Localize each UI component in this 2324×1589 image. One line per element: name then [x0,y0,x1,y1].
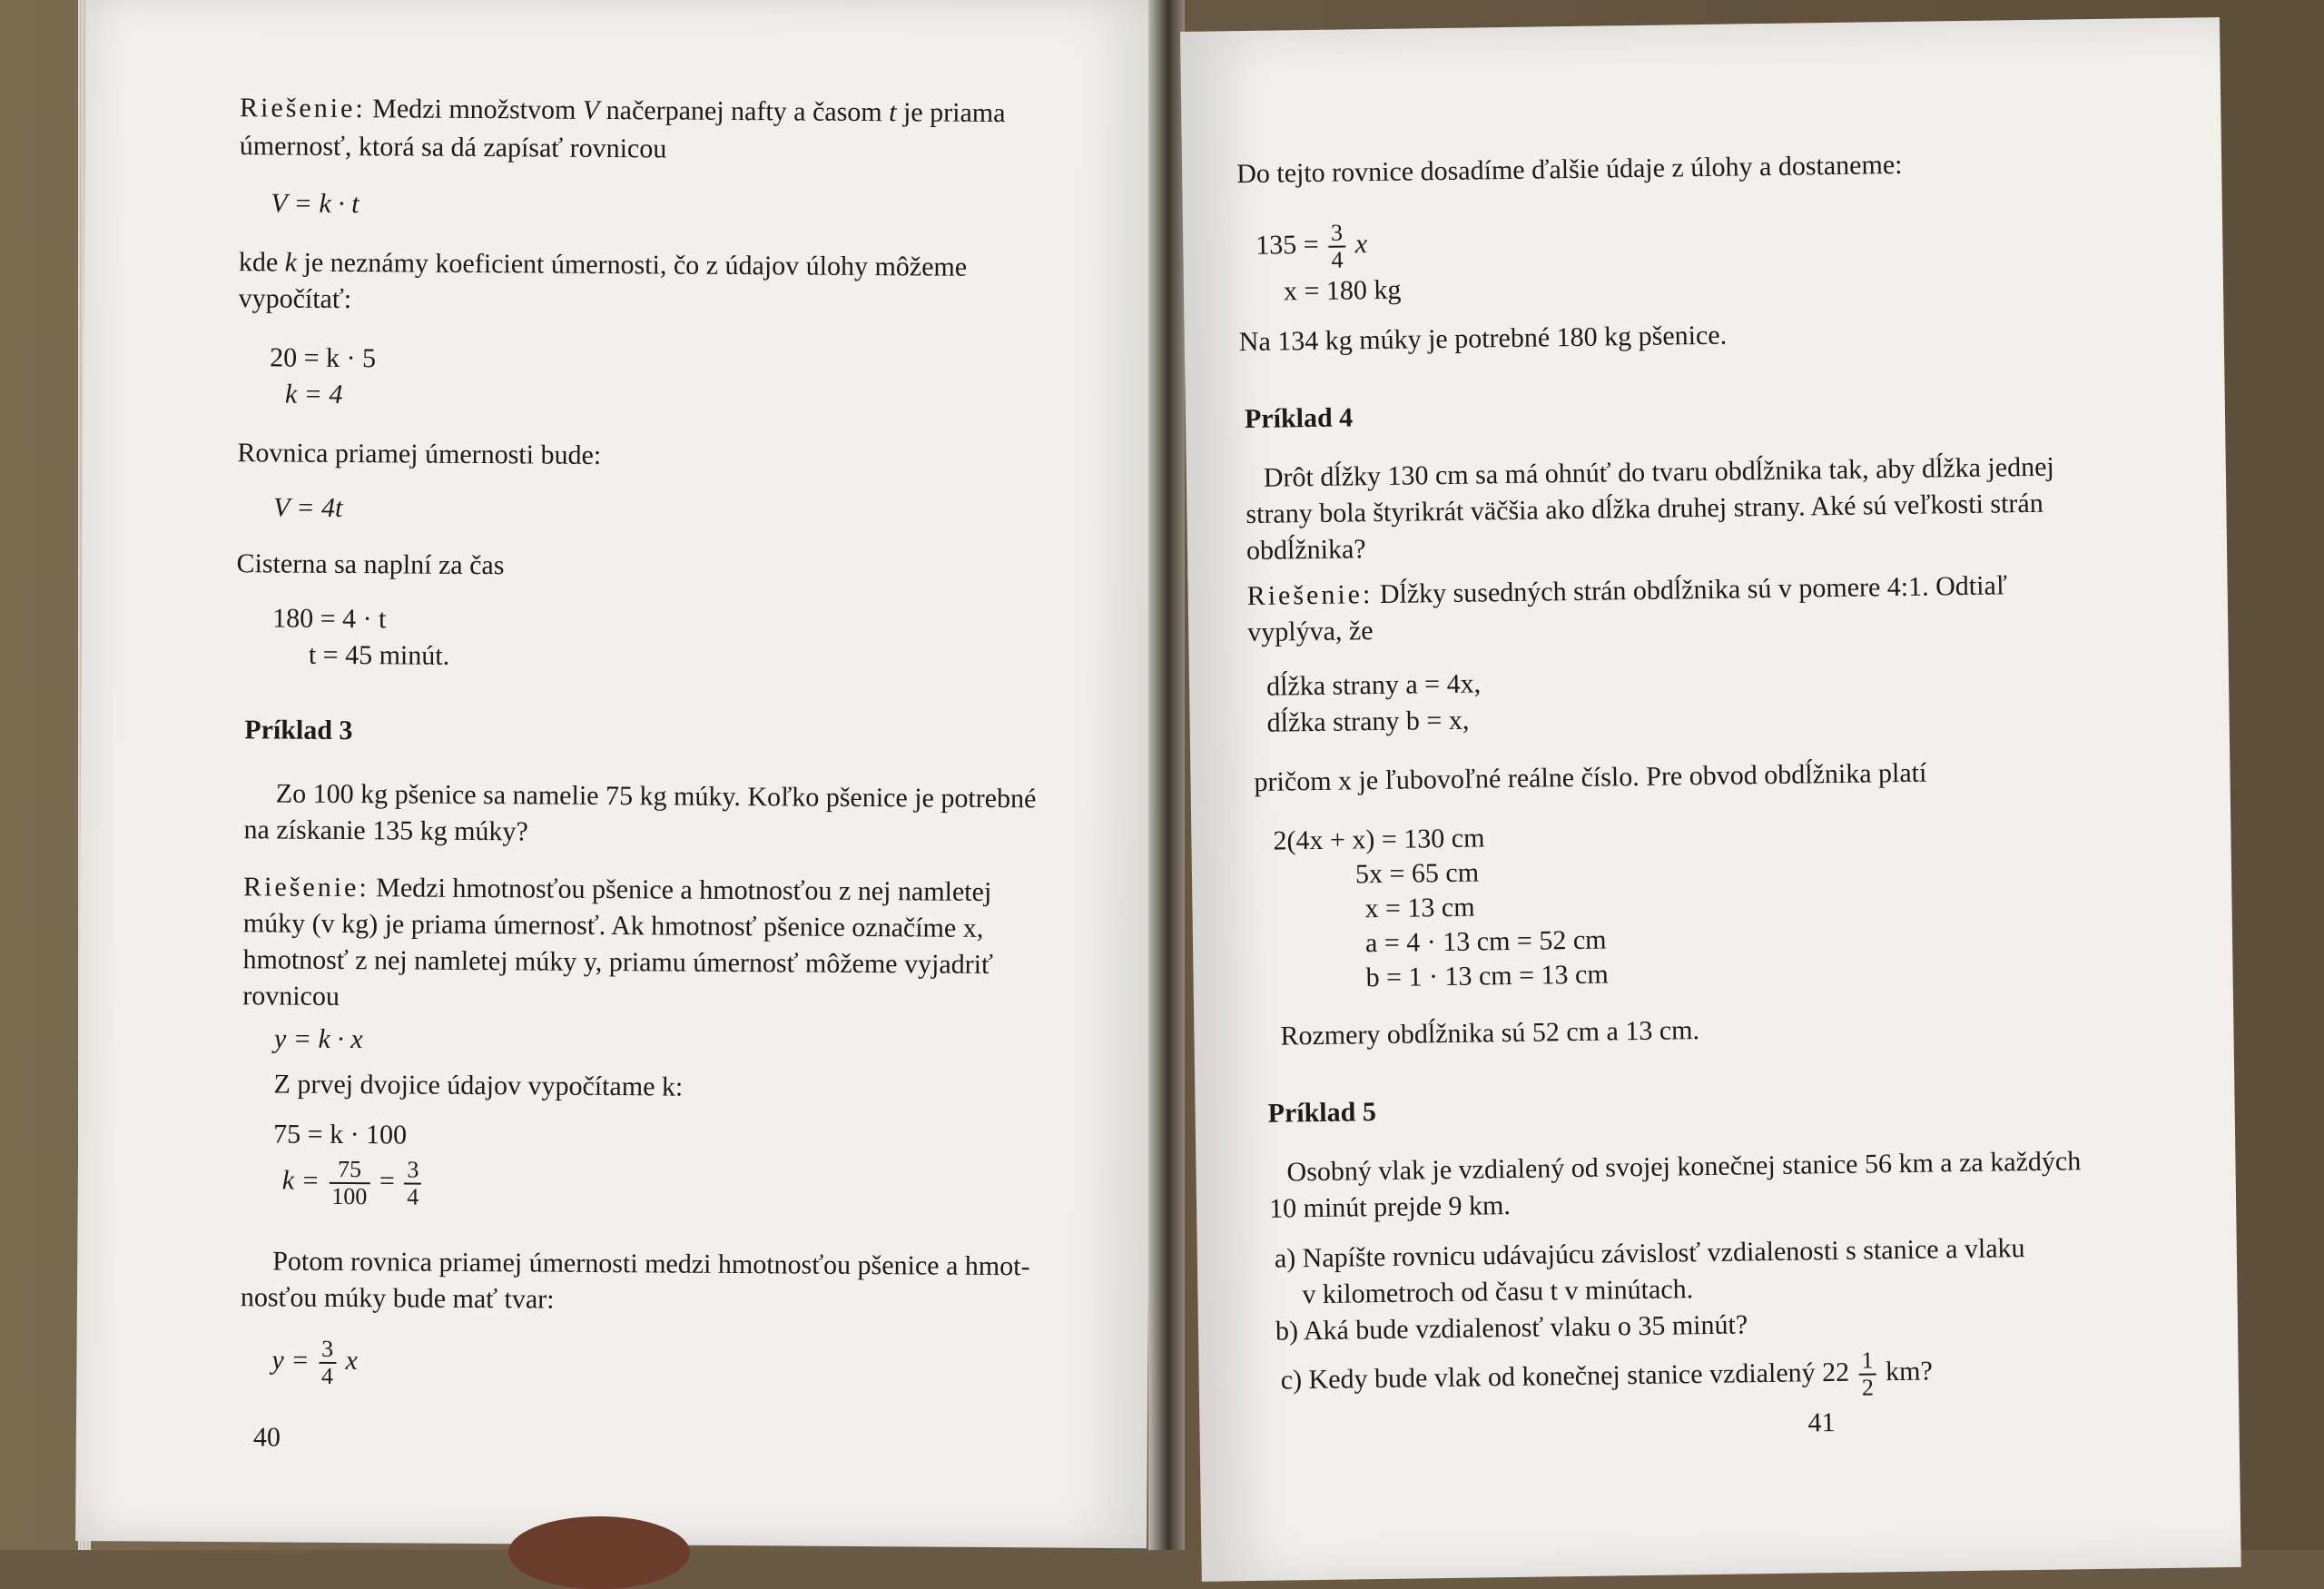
equation: a = 4 · 13 cm = 52 cm [1364,924,1607,959]
equation: y = k · x [273,1023,363,1055]
denominator: 4 [320,1362,334,1389]
numerator: 3 [319,1337,336,1364]
equation: 5x = 65 cm [1354,857,1480,890]
fraction-equation [271,1336,358,1389]
text-line: hmotnosť z nej namletej múky y, priamu úmernosť môžeme vyjadriť [242,944,993,980]
equation: V = k · t [271,188,359,220]
text: x [345,1345,358,1377]
text: načerpanej nafty a časom [606,95,882,128]
text-line: na získanie 135 kg múky? [243,814,528,847]
text: c) Kedy bude vlak od konečnej stanice vzdialený 22 [1280,1357,1850,1396]
numerator: 1 [1858,1347,1876,1375]
text-line: Rovnica priamej úmernosti bude: [237,438,602,470]
example-5-title: Príklad 5 [1267,1097,1377,1129]
text-line: 10 minút prejde 9 km. [1268,1190,1512,1224]
solution-paragraph-1 [240,92,1006,130]
text-line: strany bola štyrikrát väčšia ako dĺžka druhej strany. Aké sú veľkosti strán [1246,488,2043,530]
var-k: k [284,247,298,278]
text-line: Z prvej dvojice údajov vypočítame k: [273,1069,684,1102]
text: je priama [902,97,1006,129]
text-line: múky (v kg) je priama úmernosť. Ak hmotnosť pšenice označíme x, [242,908,984,943]
equation: dĺžka strany b = x, [1266,705,1470,738]
fraction [404,1157,421,1209]
example-4-title: Príklad 4 [1244,402,1354,435]
denominator: 2 [1861,1374,1875,1401]
text-line: v kilometroch od času t v minútach. [1302,1274,1694,1310]
text-line: obdĺžnika? [1246,534,1366,567]
equation: k = 4 [284,379,343,410]
equation: b = 1 · 13 cm = 13 cm [1365,959,1609,993]
denominator: 4 [407,1183,419,1210]
solution-label: Riešenie: [239,93,366,124]
text-line: Cisterna sa naplní za čas [236,548,505,581]
fraction-equation [282,1157,425,1210]
text-line: Potom rovnica priamej úmernosti medzi hmotnosťou pšenice a hmot- [272,1246,1030,1282]
book-gutter [1148,0,1185,1550]
text: Medzi množstvom [372,94,576,125]
fraction [1858,1347,1876,1400]
fraction [329,1157,369,1209]
denominator: 100 [331,1182,368,1210]
finger-shadow [508,1516,690,1589]
page-number: 40 [252,1422,281,1453]
var-V: V [582,94,600,125]
page-number: 41 [1807,1407,1836,1438]
denominator: 4 [1331,246,1344,273]
text-line: rovnicou [242,981,340,1012]
text: 135 = [1256,229,1319,261]
numerator: 3 [404,1157,421,1184]
text: kde [238,247,279,278]
example-3-title: Príklad 3 [244,715,353,746]
text-line: Zo 100 kg pšenice sa namelie 75 kg múky. Koľko pšenice je potrebné [275,778,1037,814]
equation: 180 = 4 · t [272,603,387,635]
text: Medzi hmotnosťou pšenice a hmotnosťou z nej namletej [376,873,992,907]
equation: 75 = k · 100 [273,1119,408,1150]
text-line [1246,569,2007,613]
text-line: vypočítať: [238,283,352,315]
text-line [239,246,967,284]
equation: t = 45 minút. [308,639,450,671]
equation: dĺžka strany a = 4x, [1265,668,1482,702]
text: = [379,1166,395,1197]
right-page [1180,17,2241,1582]
task-a: a) Napíšte rovnicu udávajúcu závislosť vzdialenosti s stanice a vlaku [1274,1233,2025,1274]
equation: 2(4x + x) = 130 cm [1273,823,1485,856]
text-line: úmernosť, ktorá sa dá zapísať rovnicou [239,131,667,164]
solution-label: Riešenie: [1246,579,1374,612]
fraction-equation [1256,220,1368,274]
text-line: Na 134 kg múky je potrebné 180 kg pšenice. [1238,320,1728,358]
equation: x = 180 kg [1283,274,1402,307]
text-line [243,871,991,909]
numerator: 75 [329,1157,369,1184]
var-t: t [889,97,897,128]
text-line: pričom x je ľubovoľné reálne číslo. Pre obvod obdĺžnika platí [1254,757,1927,797]
fraction [1328,220,1346,272]
left-page [75,0,1157,1548]
solution-label: Riešenie: [243,872,369,903]
equation: V = 4t [272,492,343,523]
numerator: 3 [1328,220,1345,247]
text: y = [271,1345,310,1376]
task-c [1280,1347,1933,1409]
equation: x = 13 cm [1364,892,1475,924]
text: x [1354,229,1368,260]
text-line: nosťou múky bude mať tvar: [240,1282,555,1315]
task-b: b) Aká bude vzdialenosť vlaku o 35 minút? [1275,1309,1748,1347]
text-line: Rozmery obdĺžnika sú 52 cm a 13 cm. [1280,1015,1700,1051]
text: km? [1885,1356,1934,1387]
equation: 20 = k · 5 [270,342,377,374]
text: je neznámy koeficient úmernosti, čo z údajov úlohy môžeme [303,247,968,282]
text: k = [281,1165,320,1196]
text-line: Osobný vlak je vzdialený od svojej konečnej stanice 56 km a za každých [1286,1146,2082,1188]
text-line: Do tejto rovnice dosadíme ďalšie údaje z úlohy a dostaneme: [1236,149,1903,190]
text-line: vyplýva, že [1247,616,1374,648]
text-line: Drôt dĺžky 130 cm sa má ohnúť do tvaru obdĺžnika tak, aby dĺžka jednej [1263,451,2054,493]
text: Dĺžky susedných strán obdĺžnika sú v pomere 4:1. Odtiaľ [1379,570,2008,609]
fraction [319,1337,336,1389]
